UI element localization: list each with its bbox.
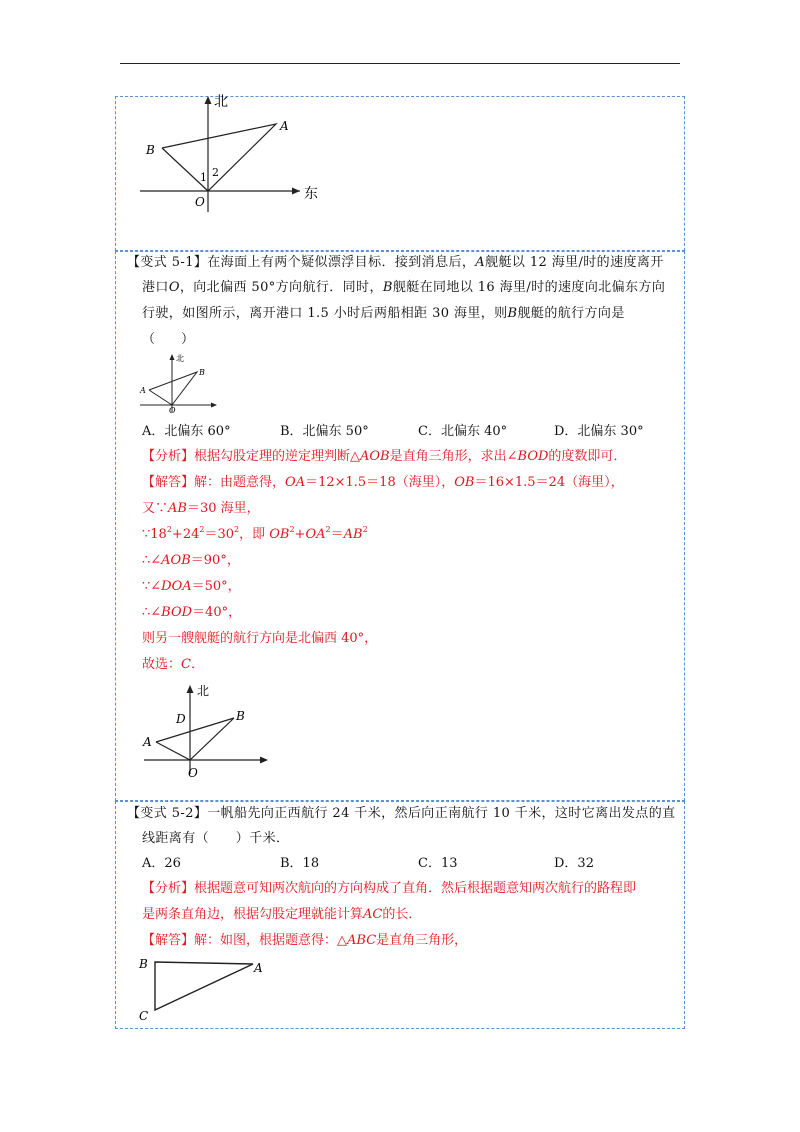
q51-answer-step-6: ∴∠BOD＝40°， bbox=[142, 605, 242, 620]
q51-small-o: O bbox=[169, 406, 176, 415]
q51-ans-north: 北 bbox=[197, 684, 210, 698]
q51-option-a: A．北偏东 60° bbox=[142, 424, 231, 439]
q51-ans-b: B bbox=[236, 709, 245, 723]
q51-small-b: B bbox=[199, 368, 205, 377]
q51-line-2: 港口O，向北偏西 50°方向航行．同时，B舰艇在同地以 16 海里/时的速度向北偏东方向 bbox=[142, 280, 666, 295]
point-b-label: B bbox=[146, 143, 155, 157]
q51-ans-a: A bbox=[143, 735, 152, 749]
q51-answer-step-7: 则另一艘舰艇的航行方向是北偏西 40°， bbox=[142, 631, 378, 646]
q52-point-a: A bbox=[254, 961, 263, 975]
q52-option-b: B．18 bbox=[280, 856, 320, 871]
north-label: 北 bbox=[214, 94, 228, 110]
q51-analysis: 【分析】根据勾股定理的逆定理判断△AOB是直角三角形，求出∠BOD的度数即可． bbox=[142, 449, 627, 464]
q51-answer-paren: （ ） bbox=[142, 332, 195, 347]
angle-2-label: 2 bbox=[212, 166, 219, 179]
east-label: 东 bbox=[304, 186, 318, 202]
q51-answer-step-2: 又∵AB＝30 海里， bbox=[142, 501, 260, 516]
q52-tag: 【变式 5-2】 bbox=[127, 806, 208, 821]
q51-option-b: B．北偏东 50° bbox=[280, 424, 369, 439]
point-o-label: O bbox=[195, 195, 205, 209]
q52-option-a: A．26 bbox=[142, 856, 181, 871]
figure-q51-small bbox=[140, 352, 220, 414]
q51-line-3: 行驶，如图所示，离开港口 1.5 小时后两船相距 30 海里，则B舰艇的航行方向是 bbox=[142, 306, 625, 321]
q52-line-1: 【变式 5-2】一帆船先向正西航行 24 千米，然后向正南航行 10 千米，这时它离出发点的直 bbox=[127, 806, 676, 821]
q52-answer: 【解答】解：如图，根据题意得：△ABC是直角三角形， bbox=[142, 933, 468, 948]
q52-point-b: B bbox=[139, 957, 148, 971]
q51-answer-step-5: ∵∠DOA＝50°， bbox=[142, 579, 241, 594]
q52-line-2: 线距离有（ ）千米． bbox=[142, 831, 290, 846]
q51-line-1: 【变式 5-1】在海面上有两个疑似漂浮目标．接到消息后，A舰艇以 12 海里/时的速度离开 bbox=[127, 255, 664, 270]
q51-ans-d: D bbox=[176, 712, 186, 726]
q52-analysis-line-1: 【分析】根据题意可知两次航向的方向构成了直角．然后根据题意知两次航行的路程即 bbox=[142, 881, 637, 896]
q52-option-c: C．13 bbox=[418, 856, 458, 871]
header-rule bbox=[120, 63, 680, 64]
q52-analysis-line-2: 是两条直角边，根据勾股定理就能计算AC的长． bbox=[142, 907, 422, 922]
figure-compass-triangle bbox=[140, 92, 330, 217]
q51-answer-step-4: ∴∠AOB＝90°， bbox=[142, 553, 240, 568]
q51-small-a: A bbox=[140, 386, 146, 395]
q51-option-d: D．北偏东 30° bbox=[554, 424, 644, 439]
q51-answer-step-8: 故选：C． bbox=[142, 657, 204, 672]
q51-tag: 【变式 5-1】 bbox=[127, 255, 208, 270]
point-a-label: A bbox=[280, 119, 289, 133]
q52-point-c: C bbox=[139, 1009, 149, 1023]
q51-answer-step-3: $\because 18^2+24^2=30^2$，即 $OB^2+OA^2=AB^2$ bbox=[142, 525, 368, 542]
figure-q52-triangle bbox=[135, 952, 270, 1024]
q52-option-d: D．32 bbox=[554, 856, 594, 871]
q51-ans-o: O bbox=[188, 766, 198, 780]
angle-1-label: 1 bbox=[200, 171, 207, 184]
figure-q51-answer bbox=[140, 682, 275, 782]
q51-answer-step-1: 【解答】解：由题意得，OA＝12×1.5＝18（海里），OB＝16×1.5＝24（海里）， bbox=[142, 475, 624, 490]
q51-option-c: C．北偏东 40° bbox=[418, 424, 508, 439]
q51-small-north: 北 bbox=[176, 354, 184, 363]
